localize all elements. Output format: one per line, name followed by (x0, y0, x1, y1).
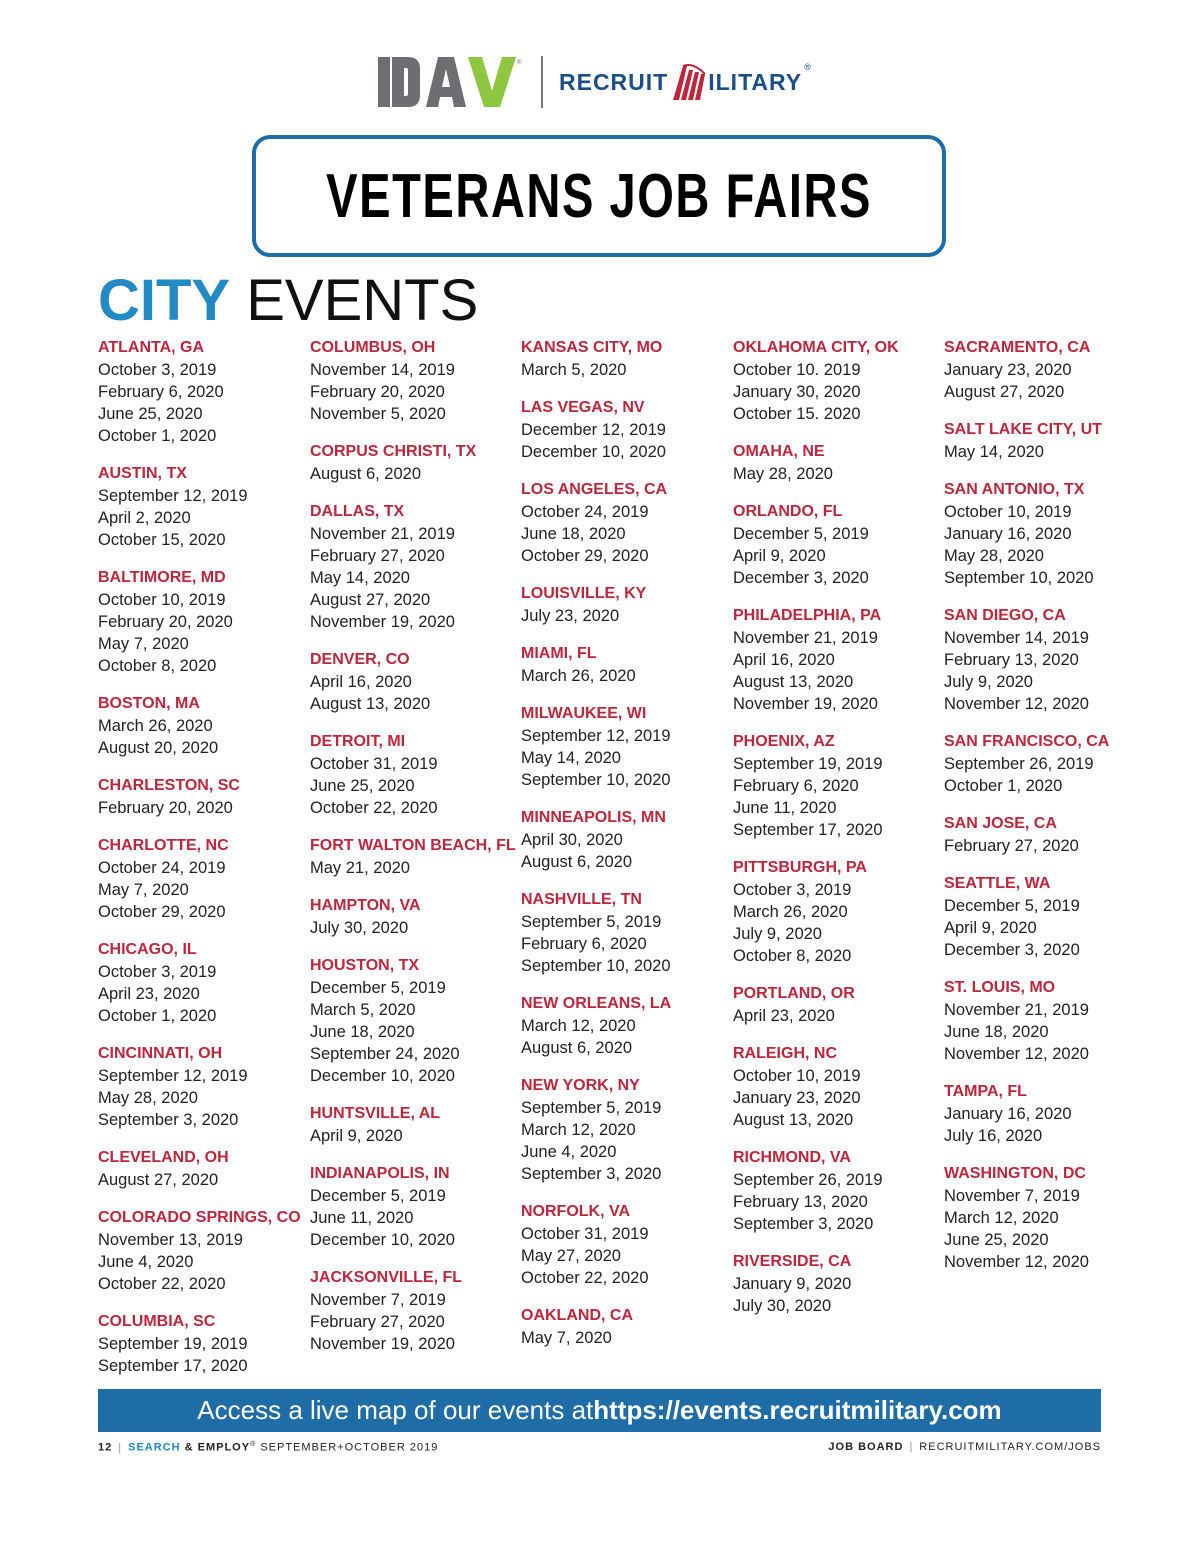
city-name: RIVERSIDE, CA (733, 1253, 852, 1270)
event-date: August 27, 2020 (944, 383, 1065, 401)
city-event-block (944, 479, 1154, 589)
event-date: August 6, 2020 (521, 1039, 633, 1057)
city-name: RALEIGH, NC (733, 1045, 837, 1062)
city-name: DETROIT, MI (310, 733, 406, 750)
event-date: January 30, 2020 (733, 383, 861, 401)
event-date: January 16, 2020 (944, 1105, 1072, 1123)
events-column-3 (521, 337, 731, 1365)
event-date: February 6, 2020 (98, 383, 224, 401)
city-name: OAKLAND, CA (521, 1307, 633, 1324)
event-date: March 26, 2020 (733, 903, 848, 921)
city-name: SAN DIEGO, CA (944, 607, 1066, 624)
event-date: August 13, 2020 (733, 673, 854, 691)
event-date: November 12, 2020 (944, 1253, 1089, 1271)
event-date: April 23, 2020 (98, 985, 200, 1003)
city-event-block (733, 857, 943, 967)
event-date: September 3, 2020 (98, 1111, 239, 1129)
city-name: NEW YORK, NY (521, 1077, 640, 1094)
events-map-link[interactable]: https://events.recruitmilitary.com (593, 1395, 1002, 1425)
event-date: October 1, 2020 (98, 427, 217, 445)
event-date: November 21, 2019 (944, 1001, 1089, 1019)
event-date: September 5, 2019 (521, 1099, 662, 1117)
city-name: LOUISVILLE, KY (521, 585, 647, 602)
event-date: December 10, 2020 (310, 1231, 455, 1249)
city-event-block (310, 731, 520, 819)
city-event-block (733, 605, 943, 715)
city-event-block (733, 501, 943, 589)
event-date: December 12, 2019 (521, 421, 666, 439)
footer-separator: | (118, 1441, 123, 1454)
city-event-block (944, 419, 1154, 463)
city-name: NEW ORLEANS, LA (521, 995, 672, 1012)
event-date: March 5, 2020 (310, 1001, 416, 1019)
event-date: March 12, 2020 (944, 1209, 1059, 1227)
city-event-block (944, 1081, 1154, 1147)
event-date: February 20, 2020 (98, 799, 233, 817)
footer-left (98, 1441, 438, 1454)
event-date: September 3, 2020 (733, 1215, 874, 1233)
event-date: December 3, 2020 (944, 941, 1080, 959)
city-name: DENVER, CO (310, 651, 410, 668)
event-date: February 20, 2020 (310, 383, 445, 401)
event-date: October 24, 2019 (98, 859, 226, 877)
event-date: May 7, 2020 (98, 635, 189, 653)
event-date: May 28, 2020 (733, 465, 833, 483)
event-date: July 30, 2020 (733, 1297, 832, 1315)
publication-registered-mark: ® (250, 1441, 257, 1448)
event-date: March 12, 2020 (521, 1121, 636, 1139)
event-date: May 28, 2020 (98, 1089, 198, 1107)
event-date: November 14, 2019 (310, 361, 455, 379)
event-date: December 5, 2019 (310, 1187, 446, 1205)
city-name: AUSTIN, TX (98, 465, 187, 482)
event-date: August 13, 2020 (733, 1111, 854, 1129)
city-event-block (98, 1311, 308, 1377)
city-event-block (98, 1147, 308, 1191)
page-title: VETERANS JOB FAIRS (326, 161, 872, 231)
event-date: May 21, 2020 (310, 859, 410, 877)
city-name: BOSTON, MA (98, 695, 200, 712)
event-date: January 16, 2020 (944, 525, 1072, 543)
city-event-block (521, 807, 731, 873)
event-date: September 19, 2019 (98, 1335, 248, 1353)
event-date: June 4, 2020 (521, 1143, 617, 1161)
city-event-block (98, 463, 308, 551)
city-event-block (98, 1207, 308, 1295)
event-date: September 17, 2020 (733, 821, 883, 839)
city-name: INDIANAPOLIS, IN (310, 1165, 450, 1182)
event-date: April 23, 2020 (733, 1007, 835, 1025)
event-date: June 11, 2020 (733, 799, 837, 817)
event-date: December 3, 2020 (733, 569, 869, 587)
event-date: September 26, 2019 (733, 1171, 883, 1189)
city-name: MILWAUKEE, WI (521, 705, 647, 722)
city-name: KANSAS CITY, MO (521, 339, 663, 356)
city-name: DALLAS, TX (310, 503, 405, 520)
city-name: SAN ANTONIO, TX (944, 481, 1085, 498)
event-date: November 12, 2020 (944, 1045, 1089, 1063)
city-event-block (521, 1201, 731, 1289)
event-date: October 10, 2019 (944, 503, 1072, 521)
event-date: November 14, 2019 (944, 629, 1089, 647)
event-date: October 3, 2019 (733, 881, 852, 899)
city-event-block (944, 337, 1154, 403)
city-name: CHICAGO, IL (98, 941, 197, 958)
city-name: COLUMBUS, OH (310, 339, 436, 356)
event-date: June 11, 2020 (310, 1209, 414, 1227)
event-date: February 13, 2020 (944, 651, 1079, 669)
event-date: October 8, 2020 (733, 947, 852, 965)
title-box (252, 135, 946, 257)
event-date: September 19, 2019 (733, 755, 883, 773)
city-event-block (521, 889, 731, 977)
event-date: October 15, 2020 (98, 531, 226, 549)
svg-text:®: ® (517, 60, 522, 66)
event-date: June 25, 2020 (310, 777, 415, 795)
city-event-block (310, 1267, 520, 1355)
logo-divider (541, 56, 543, 108)
city-name: PITTSBURGH, PA (733, 859, 867, 876)
event-date: November 12, 2020 (944, 695, 1089, 713)
event-date: August 27, 2020 (98, 1171, 219, 1189)
city-event-block (310, 649, 520, 715)
event-date: December 10, 2020 (521, 443, 666, 461)
event-date: June 18, 2020 (521, 525, 626, 543)
city-name: HAMPTON, VA (310, 897, 421, 914)
live-map-banner (98, 1389, 1101, 1432)
city-event-block (521, 643, 731, 687)
event-date: February 6, 2020 (521, 935, 647, 953)
event-date: December 5, 2019 (733, 525, 869, 543)
city-name: CORPUS CHRISTI, TX (310, 443, 477, 460)
logo-text-recruit: RECRUIT (559, 68, 669, 95)
event-date: October 29, 2020 (98, 903, 226, 921)
event-date: October 22, 2020 (98, 1275, 226, 1293)
events-column-4 (733, 337, 943, 1333)
event-date: July 9, 2020 (944, 673, 1033, 691)
event-date: October 10, 2019 (733, 1067, 861, 1085)
city-name: HUNTSVILLE, AL (310, 1105, 441, 1122)
event-date: May 14, 2020 (310, 569, 410, 587)
banner-text: Access a live map of our events at (197, 1395, 594, 1425)
city-name: ST. LOUIS, MO (944, 979, 1056, 996)
event-date: July 16, 2020 (944, 1127, 1043, 1145)
event-date: March 5, 2020 (521, 361, 627, 379)
city-name: SALT LAKE CITY, UT (944, 421, 1102, 438)
event-date: March 26, 2020 (98, 717, 213, 735)
event-date: April 16, 2020 (310, 673, 412, 691)
event-date: February 27, 2020 (310, 1313, 445, 1331)
logo-text-ilitary: ILITARY (708, 68, 803, 95)
city-event-block (733, 441, 943, 485)
event-date: January 23, 2020 (733, 1089, 861, 1107)
city-event-block (521, 479, 731, 567)
city-event-block (733, 1043, 943, 1131)
event-date: December 5, 2019 (310, 979, 446, 997)
city-event-block (310, 835, 520, 879)
event-date: November 7, 2019 (944, 1187, 1080, 1205)
event-date: September 24, 2020 (310, 1045, 460, 1063)
event-date: October 15. 2020 (733, 405, 861, 423)
event-date: June 4, 2020 (98, 1253, 194, 1271)
city-event-block (521, 703, 731, 791)
event-date: January 9, 2020 (733, 1275, 852, 1293)
city-event-block (944, 731, 1154, 797)
event-date: October 3, 2019 (98, 963, 217, 981)
event-date: January 23, 2020 (944, 361, 1072, 379)
event-date: October 3, 2019 (98, 361, 217, 379)
event-date: September 3, 2020 (521, 1165, 662, 1183)
event-date: August 20, 2020 (98, 739, 219, 757)
event-date: April 9, 2020 (310, 1127, 403, 1145)
event-date: September 10, 2020 (521, 771, 671, 789)
event-date: November 21, 2019 (310, 525, 455, 543)
event-date: October 1, 2020 (98, 1007, 217, 1025)
event-date: October 10. 2019 (733, 361, 861, 379)
city-event-block (310, 1103, 520, 1147)
city-event-block (98, 775, 308, 819)
event-date: September 12, 2019 (521, 727, 671, 745)
city-event-block (310, 501, 520, 633)
city-event-block (521, 583, 731, 627)
city-event-block (98, 939, 308, 1027)
event-date: September 10, 2020 (521, 957, 671, 975)
city-event-block (944, 873, 1154, 961)
registered-mark: ® (804, 62, 811, 72)
event-date: November 19, 2020 (310, 1335, 455, 1353)
footer-site: RECRUITMILITARY.COM/JOBS (919, 1441, 1101, 1453)
event-date: August 13, 2020 (310, 695, 431, 713)
section-name: JOB BOARD (828, 1441, 904, 1453)
publication-name-part2: & EMPLOY (180, 1441, 251, 1454)
event-date: October 8, 2020 (98, 657, 217, 675)
event-date: October 31, 2019 (521, 1225, 649, 1243)
event-date: February 27, 2020 (310, 547, 445, 565)
event-date: April 2, 2020 (98, 509, 191, 527)
city-event-block (98, 693, 308, 759)
events-column-2 (310, 337, 520, 1371)
city-name: LOS ANGELES, CA (521, 481, 668, 498)
city-name: JACKSONVILLE, FL (310, 1269, 463, 1286)
city-name: SEATTLE, WA (944, 875, 1051, 892)
city-name: OKLAHOMA CITY, OK (733, 339, 899, 356)
city-name: NASHVILLE, TN (521, 891, 642, 908)
event-date: May 27, 2020 (521, 1247, 621, 1265)
city-name: WASHINGTON, DC (944, 1165, 1086, 1182)
city-event-block (521, 1305, 731, 1349)
event-date: December 10, 2020 (310, 1067, 455, 1085)
event-date: June 25, 2020 (98, 405, 203, 423)
city-event-block (733, 1251, 943, 1317)
city-name: CLEVELAND, OH (98, 1149, 229, 1166)
event-date: April 9, 2020 (944, 919, 1037, 937)
event-date: April 30, 2020 (521, 831, 623, 849)
event-date: September 12, 2019 (98, 1067, 248, 1085)
issue-date: SEPTEMBER+OCTOBER 2019 (260, 1441, 439, 1454)
city-name: HOUSTON, TX (310, 957, 420, 974)
event-date: February 6, 2020 (733, 777, 859, 795)
city-name: PORTLAND, OR (733, 985, 855, 1002)
city-event-block (310, 441, 520, 485)
city-name: BALTIMORE, MD (98, 569, 226, 586)
event-date: November 21, 2019 (733, 629, 878, 647)
city-name: PHILADELPHIA, PA (733, 607, 882, 624)
event-date: October 24, 2019 (521, 503, 649, 521)
city-name: MIAMI, FL (521, 645, 597, 662)
city-name: LAS VEGAS, NV (521, 399, 645, 416)
event-date: October 29, 2020 (521, 547, 649, 565)
event-date: November 5, 2020 (310, 405, 446, 423)
event-date: May 14, 2020 (944, 443, 1044, 461)
city-event-block (944, 977, 1154, 1065)
city-name: NORFOLK, VA (521, 1203, 631, 1220)
city-event-block (98, 835, 308, 923)
city-name: MINNEAPOLIS, MN (521, 809, 666, 826)
city-event-block (98, 1043, 308, 1131)
city-event-block (944, 605, 1154, 715)
event-date: August 6, 2020 (310, 465, 422, 483)
events-column-1 (98, 337, 308, 1393)
city-event-block (98, 567, 308, 677)
event-date: August 27, 2020 (310, 591, 431, 609)
city-name: SAN FRANCISCO, CA (944, 733, 1110, 750)
footer-right (828, 1441, 1101, 1453)
recruit-military-logo (559, 62, 811, 102)
city-event-block (733, 1147, 943, 1235)
event-date: October 22, 2020 (521, 1269, 649, 1287)
event-date: April 9, 2020 (733, 547, 826, 565)
city-event-block (310, 955, 520, 1087)
event-date: February 13, 2020 (733, 1193, 868, 1211)
city-name: ORLANDO, FL (733, 503, 843, 520)
events-column-5 (944, 337, 1154, 1289)
event-date: May 7, 2020 (521, 1329, 612, 1347)
city-name: CHARLOTTE, NC (98, 837, 229, 854)
publication-name-part1: SEARCH (128, 1441, 181, 1454)
city-name: FORT WALTON BEACH, FL (310, 837, 516, 854)
city-event-block (310, 1163, 520, 1251)
dav-logo (376, 55, 524, 109)
event-date: February 27, 2020 (944, 837, 1079, 855)
event-date: September 10, 2020 (944, 569, 1094, 587)
event-date: February 20, 2020 (98, 613, 233, 631)
city-name: COLORADO SPRINGS, CO (98, 1209, 301, 1226)
event-date: July 9, 2020 (733, 925, 822, 943)
city-name: TAMPA, FL (944, 1083, 1027, 1100)
event-date: March 26, 2020 (521, 667, 636, 685)
city-event-block (310, 895, 520, 939)
event-date: July 23, 2020 (521, 607, 620, 625)
footer-separator: | (909, 1441, 914, 1453)
city-name: CHARLESTON, SC (98, 777, 240, 794)
city-name: ATLANTA, GA (98, 339, 205, 356)
event-date: June 18, 2020 (944, 1023, 1049, 1041)
event-date: August 6, 2020 (521, 853, 633, 871)
city-event-block (521, 993, 731, 1059)
event-date: April 16, 2020 (733, 651, 835, 669)
section-heading-rest: EVENTS (230, 268, 479, 333)
logo-bar (376, 54, 811, 110)
city-event-block (944, 1163, 1154, 1273)
city-event-block (521, 337, 731, 381)
event-date: June 25, 2020 (944, 1231, 1049, 1249)
event-date: September 5, 2019 (521, 913, 662, 931)
city-event-block (733, 731, 943, 841)
city-name: CINCINNATI, OH (98, 1045, 223, 1062)
event-date: November 7, 2019 (310, 1291, 446, 1309)
city-event-block (521, 1075, 731, 1185)
city-name: SACRAMENTO, CA (944, 339, 1091, 356)
city-name: PHOENIX, AZ (733, 733, 835, 750)
event-date: October 22, 2020 (310, 799, 438, 817)
event-date: May 14, 2020 (521, 749, 621, 767)
city-name: COLUMBIA, SC (98, 1313, 216, 1330)
section-heading (98, 266, 478, 336)
city-event-block (310, 337, 520, 425)
event-date: September 26, 2019 (944, 755, 1094, 773)
city-name: SAN JOSE, CA (944, 815, 1057, 832)
city-event-block (733, 337, 943, 425)
event-date: March 12, 2020 (521, 1017, 636, 1035)
event-date: May 28, 2020 (944, 547, 1044, 565)
city-name: OMAHA, NE (733, 443, 825, 460)
page-number: 12 (98, 1441, 113, 1454)
event-date: November 19, 2020 (733, 695, 878, 713)
event-date: July 30, 2020 (310, 919, 409, 937)
city-event-block (733, 983, 943, 1027)
event-date: June 18, 2020 (310, 1023, 415, 1041)
city-event-block (98, 337, 308, 447)
event-date: December 5, 2019 (944, 897, 1080, 915)
event-date: October 10, 2019 (98, 591, 226, 609)
city-event-block (521, 397, 731, 463)
event-date: September 17, 2020 (98, 1357, 248, 1375)
city-name: RICHMOND, VA (733, 1149, 851, 1166)
event-date: May 7, 2020 (98, 881, 189, 899)
event-date: November 19, 2020 (310, 613, 455, 631)
flag-m-icon (671, 62, 707, 102)
event-date: October 31, 2019 (310, 755, 438, 773)
event-date: October 1, 2020 (944, 777, 1063, 795)
event-date: September 12, 2019 (98, 487, 248, 505)
city-event-block (944, 813, 1154, 857)
section-heading-highlight: CITY (98, 268, 231, 333)
event-date: November 13, 2019 (98, 1231, 243, 1249)
